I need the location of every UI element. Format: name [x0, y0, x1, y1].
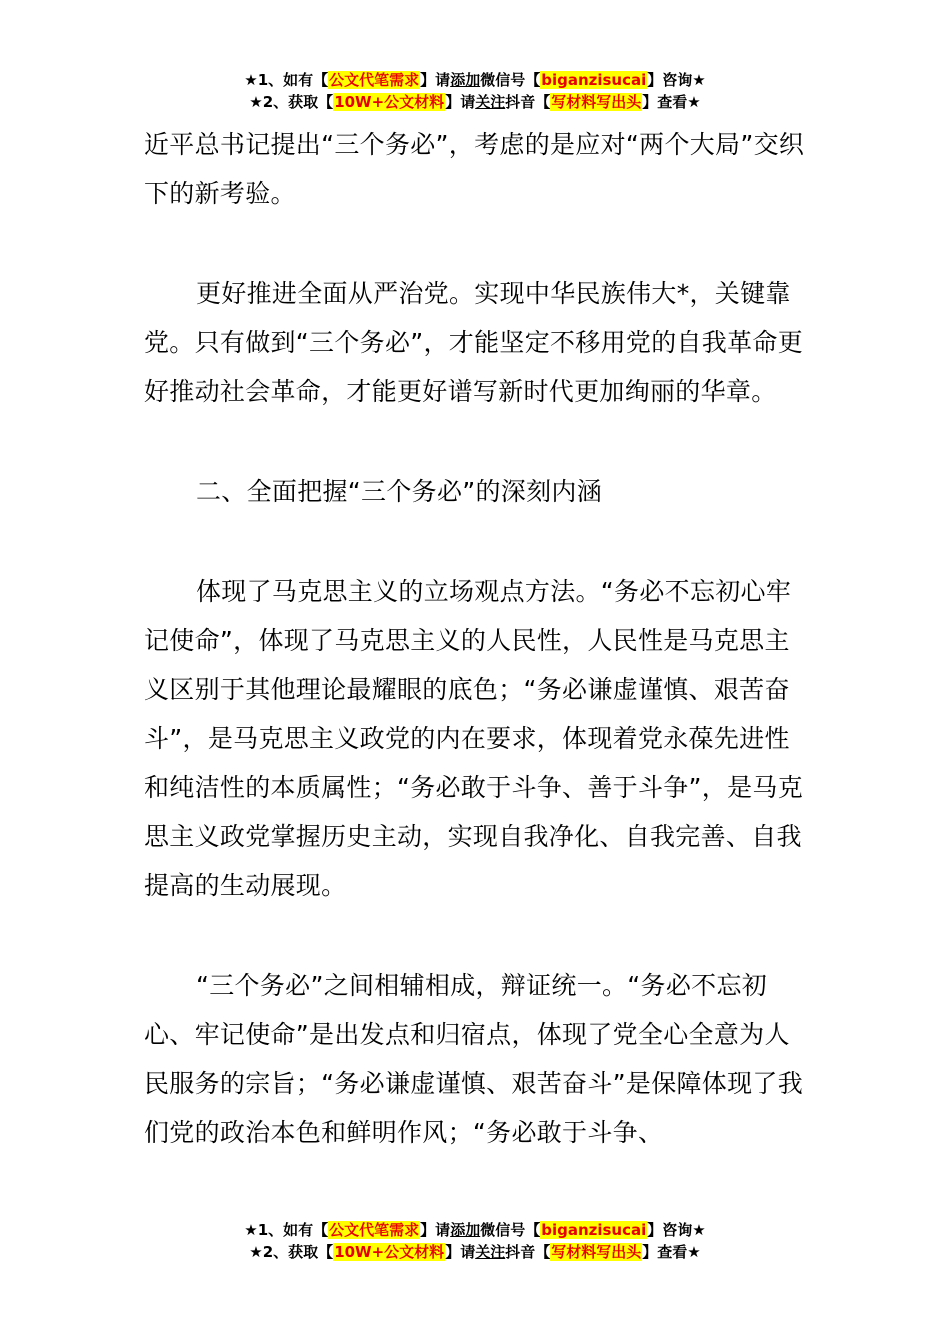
- banner-text: 抖音【: [505, 1243, 551, 1261]
- banner-text: 】查看★: [642, 1243, 701, 1261]
- banner-underlined: 添加: [450, 1221, 481, 1239]
- banner-text: ★1、如有【: [244, 71, 329, 89]
- section-heading: 二、全面把握“三个务必”的深刻内涵: [196, 477, 603, 506]
- document-body: [144, 120, 806, 1157]
- banner-text: 抖音【: [505, 93, 551, 111]
- service-highlight: 公文代笔需求: [329, 1221, 420, 1239]
- banner-text: ★2、获取【: [249, 93, 334, 111]
- banner-text: 微信号【: [480, 1221, 541, 1239]
- banner-underlined: 关注: [475, 1243, 506, 1261]
- paragraph: “三个务必”之间相辅相成，辩证统一。“务必不忘初心、牢记使命”是出发点和归宿点，体现了党全心全意为人民服务的宗旨；“务必谦虚谨慎、艰苦奋斗”是保障体现了我们党的政治本色和鲜明作风；“务必敢于斗争、: [144, 971, 804, 1147]
- footer-banner: [0, 1219, 950, 1263]
- banner-line-1: [0, 1219, 950, 1241]
- materials-highlight: 10W+公文材料: [334, 1243, 445, 1261]
- banner-text: 】咨询★: [647, 71, 706, 89]
- banner-underlined: 关注: [475, 93, 506, 111]
- banner-text: ★1、如有【: [244, 1221, 329, 1239]
- materials-highlight: 10W+公文材料: [334, 93, 445, 111]
- banner-text: 】请: [420, 71, 451, 89]
- banner-line-2: [0, 1241, 950, 1263]
- douyin-id: 写材料写出头: [551, 1243, 642, 1261]
- banner-text: 微信号【: [480, 71, 541, 89]
- paragraph: 体现了马克思主义的立场观点方法。“务必不忘初心牢记使命”，体现了马克思主义的人民性，人民性是马克思主义区别于其他理论最耀眼的底色；“务必谦虚谨慎、艰苦奋斗”，是马克思主义政党的内在要求，体现着党永葆先进性和纯洁性的本质属性；“务必敢于斗争、善于斗争”，是马克思主义政党掌握历史主动，实现自我净化、自我完善、自我提高的生动展现。: [144, 577, 804, 900]
- wechat-id: biganzisucai: [541, 71, 647, 89]
- service-highlight: 公文代笔需求: [329, 71, 420, 89]
- banner-text: 】查看★: [642, 93, 701, 111]
- banner-text: 】请: [445, 1243, 476, 1261]
- paragraph: 更好推进全面从严治党。实现中华民族伟大*，关键靠党。只有做到“三个务必”，才能坚定不移用党的自我革命更好推动社会革命，才能更好谱写新时代更加绚丽的华章。: [144, 279, 804, 406]
- banner-text: 】请: [420, 1221, 451, 1239]
- banner-line-1: [0, 69, 950, 91]
- header-banner: [0, 69, 950, 113]
- banner-underlined: 添加: [450, 71, 481, 89]
- wechat-id: biganzisucai: [541, 1221, 647, 1239]
- banner-text: 】咨询★: [647, 1221, 706, 1239]
- paragraph-gap: [144, 218, 806, 269]
- douyin-id: 写材料写出头: [551, 93, 642, 111]
- paragraph-gap: [144, 910, 806, 961]
- banner-text: ★2、获取【: [249, 1243, 334, 1261]
- paragraph-gap: [144, 516, 806, 567]
- paragraph-gap: [144, 416, 806, 467]
- paragraph-continued: 近平总书记提出“三个务必”，考虑的是应对“两个大局”交织下的新考验。: [144, 130, 805, 208]
- banner-line-2: [0, 91, 950, 113]
- banner-text: 】请: [445, 93, 476, 111]
